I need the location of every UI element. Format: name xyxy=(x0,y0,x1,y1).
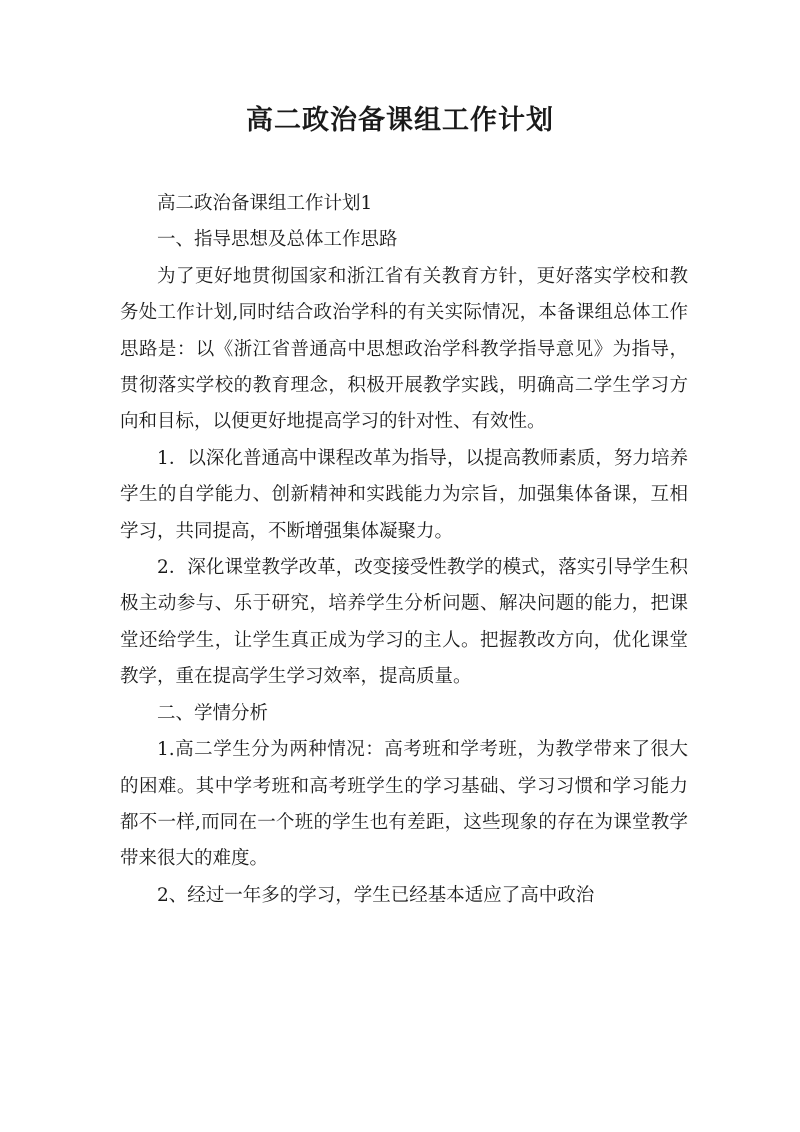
paragraph-overall-approach: 为了更好地贯彻国家和浙江省有关教育方针，更好落实学校和教务处工作计划,同时结合政治学科的有关实际情况，本备课组总体工作思路是：以《浙江省普通高中思想政治学科教学指导意见》为指导，贯彻落实学校的教育理念，积极开展教学实践，明确高二学生学习方向和目标，以便更好地提高学习的针对性、有效性。 xyxy=(120,265,688,433)
paragraph-item-2: 2．深化课堂教学改革，改变接受性教学的模式，落实引导学生积极主动参与、乐于研究，培养学生分析问题、解决问题的能力，把课堂还给学生，让学生真正成为学习的主人。把握教改方向，优化课堂教学，重在提高学生学习效率，提高质量。 xyxy=(120,557,688,688)
document-title: 高二政治备课组工作计划 xyxy=(246,105,554,136)
paragraph-analysis-2: 2、经过一年多的学习，学生已经基本适应了高中政治 xyxy=(157,884,595,906)
section-heading-plan-1: 高二政治备课组工作计划1 xyxy=(157,193,373,214)
document-body xyxy=(120,186,688,914)
paragraph-item-1: 1．以深化普通高中课程改革为指导，以提高教师素质，努力培养学生的自学能力、创新精神和实践能力为宗旨，加强集体备课，互相学习，共同提高，不断增强集体凝聚力。 xyxy=(120,447,688,542)
section-heading-student-analysis: 二、学情分析 xyxy=(157,702,269,724)
section-heading-guiding-ideology: 一、指导思想及总体工作思路 xyxy=(157,229,398,251)
paragraph-analysis-1: 1.高二学生分为两种情况：高考班和学考班，为教学带来了很大的困难。其中学考班和高考班学生的学习基础、学习习惯和学习能力都不一样,而同在一个班的学生也有差距，这些现象的存在为课堂教学带来很大的难度。 xyxy=(120,739,688,870)
